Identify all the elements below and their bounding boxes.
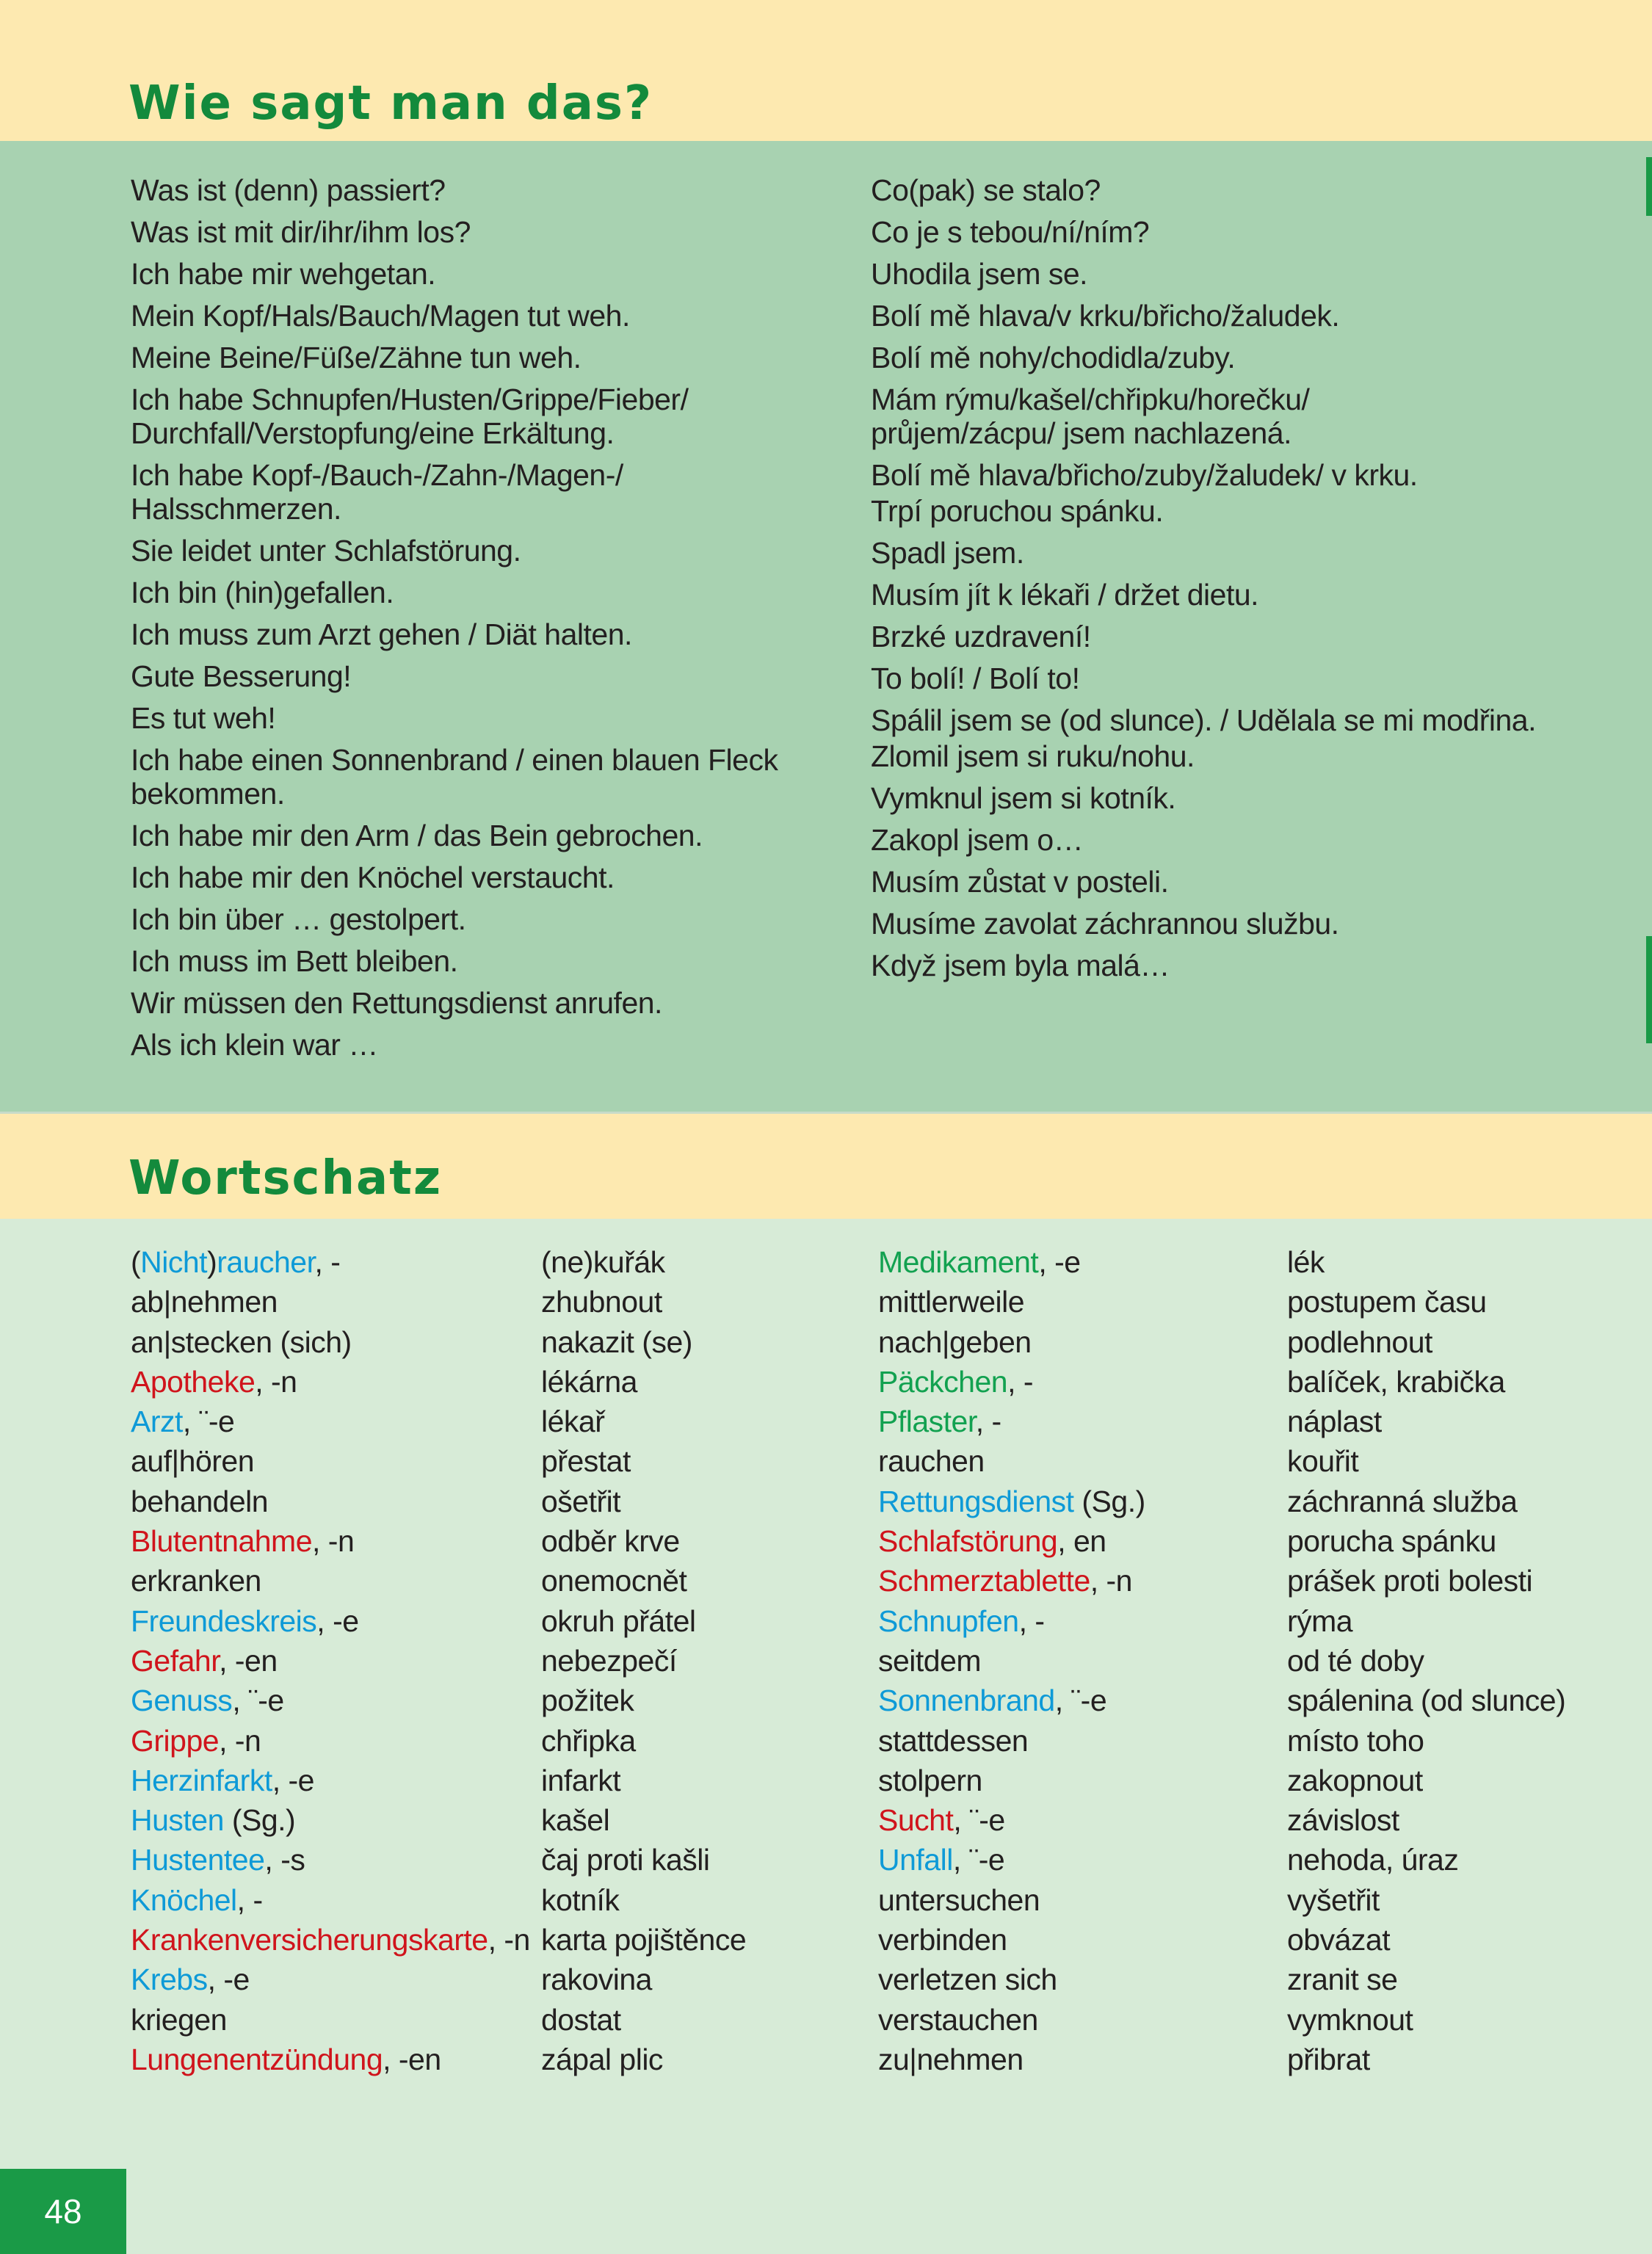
vocab-translation: lékař — [541, 1405, 605, 1439]
vocab-term — [131, 1800, 530, 1840]
vocab-term-part: verstauchen — [878, 2002, 1038, 2037]
vocab-term — [878, 1242, 1145, 1282]
german-phrases-column — [131, 170, 836, 1067]
phrase-line: Co(pak) se stalo? — [871, 173, 1101, 207]
vocab-term — [878, 1402, 1145, 1441]
vocab-translation: zápal plic — [541, 2042, 663, 2076]
vocab-term-part: Päckchen — [878, 1364, 1008, 1399]
vocab-term-part: Gefahr — [131, 1643, 220, 1678]
vocab-term-part: Schmerztablette — [878, 1564, 1090, 1598]
vocab-term-part: behandeln — [131, 1484, 269, 1518]
vocab-term-part: Blutentnahme — [131, 1524, 313, 1559]
phrase-line: Zlomil jsem si ruku/nohu. — [871, 739, 1195, 773]
edge-marker-bottom — [1646, 936, 1652, 1043]
edge-marker-top — [1646, 157, 1652, 216]
vocab-term — [878, 1561, 1145, 1601]
phrase-line: průjem/zácpu/ jsem nachlazená. — [871, 416, 1291, 450]
vocab-term-part: , -e — [1038, 1245, 1081, 1279]
vocab-german-right-column — [878, 1242, 1145, 2079]
vocab-term-part: , -e — [272, 1763, 314, 1797]
vocab-translation: odběr krve — [541, 1524, 680, 1559]
phrase-line: Was ist (denn) passiert? — [131, 173, 446, 207]
phrase-line: Vymknul jsem si kotník. — [871, 781, 1176, 815]
vocab-term — [131, 1681, 530, 1720]
vocab-term-part: Unfall — [878, 1843, 953, 1877]
vocab-translation: vymknout — [1287, 2002, 1413, 2037]
vocab-term-part: , - — [975, 1405, 1001, 1439]
vocab-term-part: , -n — [312, 1524, 355, 1559]
vocab-term-part: Genuss — [131, 1684, 233, 1718]
vocab-term — [131, 1641, 530, 1681]
vocab-term-part: , ¨-e — [952, 1843, 1005, 1877]
vocab-term-part: Husten — [131, 1803, 224, 1838]
vocab-translation: kašel — [541, 1803, 610, 1838]
vocab-translation: závislost — [1287, 1803, 1399, 1838]
phrase-line: Meine Beine/Füße/Zähne tun weh. — [131, 341, 582, 374]
vocab-term-part: Apotheke — [131, 1364, 256, 1399]
vocab-translation: spálenina (od slunce) — [1287, 1684, 1566, 1718]
vocab-term — [131, 1721, 530, 1761]
vocab-translation: od té doby — [1287, 1643, 1424, 1678]
vocab-term — [131, 1242, 530, 1282]
phrase-line: Ich bin (hin)gefallen. — [131, 576, 394, 609]
phrase-line: bekommen. — [131, 777, 285, 811]
vocab-term-part: verbinden — [878, 1923, 1007, 1957]
vocab-term-part: zu|nehmen — [878, 2042, 1024, 2076]
vocab-heading: Wortschatz — [128, 1151, 443, 1206]
phrase-line: Ich habe mir den Knöchel verstaucht. — [131, 860, 615, 894]
vocab-term-part: ( — [131, 1245, 141, 1279]
vocab-term-part: Knöchel — [131, 1882, 237, 1917]
vocab-term-part: (Sg.) — [223, 1803, 296, 1838]
vocab-term-part: nach|geben — [878, 1325, 1032, 1359]
vocab-term-part: Sucht — [878, 1803, 954, 1838]
vocab-term-part: Nicht — [140, 1245, 208, 1279]
vocab-term-part: , -e — [316, 1603, 359, 1638]
vocab-term-part: Arzt — [131, 1405, 183, 1439]
phrase-line: Sie leidet unter Schlafstörung. — [131, 534, 521, 568]
phrase-line: Ich habe mir wehgetan. — [131, 257, 436, 291]
vocab-translation: čaj proti kašli — [541, 1843, 710, 1877]
phrase-line: Musíme zavolat záchrannou službu. — [871, 907, 1339, 941]
phrase-line: Zakopl jsem o… — [871, 823, 1084, 857]
vocab-term-part: Herzinfarkt — [131, 1763, 272, 1797]
phrase-line: Was ist mit dir/ihr/ihm los? — [131, 215, 471, 249]
vocab-term-part: Medikament — [878, 1245, 1039, 1279]
phrase-line: Musím jít k lékaři / držet dietu. — [871, 578, 1259, 612]
vocab-term-part: Lungenentzündung — [131, 2042, 383, 2076]
vocab-term-part: , -n — [255, 1364, 297, 1399]
phrase-line: Co je s tebou/ní/ním? — [871, 215, 1150, 249]
vocab-term-part: Krankenversicherungskarte — [131, 1923, 488, 1957]
vocab-term-part: Pflaster — [878, 1405, 976, 1439]
vocab-term — [878, 1641, 1145, 1681]
phrase-line: Ich bin über … gestolpert. — [131, 902, 466, 936]
vocab-term — [131, 1322, 530, 1362]
vocab-translation: infarkt — [541, 1763, 621, 1797]
vocab-term-part: , - — [1018, 1603, 1045, 1638]
phrase-line: Ich muss im Bett bleiben. — [131, 944, 458, 978]
vocab-term-part: raucher — [217, 1245, 315, 1279]
vocab-term-part: Schnupfen — [878, 1603, 1019, 1638]
phrase-line: Ich habe mir den Arm / das Bein gebrochen. — [131, 819, 703, 852]
phrase-line: To bolí! / Bolí to! — [871, 662, 1080, 695]
vocab-term — [131, 1362, 530, 1402]
vocab-term — [878, 1920, 1145, 1960]
phrase-line: Uhodila jsem se. — [871, 257, 1088, 291]
vocab-translation: porucha spánku — [1287, 1524, 1496, 1559]
vocab-term-part: , ¨-e — [1054, 1684, 1107, 1718]
vocab-translation: rýma — [1287, 1603, 1353, 1638]
vocab-term — [131, 2040, 530, 2079]
vocab-term-part: (Sg.) — [1073, 1484, 1145, 1518]
vocab-term-part: , ¨-e — [232, 1684, 284, 1718]
phrase-line: Ich habe Schnupfen/Husten/Grippe/Fieber/ — [131, 383, 689, 416]
vocab-translation: rakovina — [541, 1963, 652, 1997]
vocab-term-part: mittlerweile — [878, 1285, 1025, 1319]
phrases-heading: Wie sagt man das? — [128, 76, 653, 131]
vocab-term-part: , -e — [207, 1963, 250, 1997]
vocab-term-part: , -en — [219, 1643, 278, 1678]
vocab-term — [131, 1561, 530, 1601]
vocab-term-part: Hustentee — [131, 1843, 265, 1877]
vocab-term — [878, 1800, 1145, 1840]
vocab-term — [131, 1761, 530, 1800]
vocab-term-part: erkranken — [131, 1564, 261, 1598]
vocab-term-part: , - — [1007, 1364, 1033, 1399]
vocab-translation: prášek proti bolesti — [1287, 1564, 1533, 1598]
vocab-term-part: , - — [236, 1882, 263, 1917]
vocab-term-part: , -n — [219, 1723, 261, 1758]
vocab-translation: přibrat — [1287, 2042, 1370, 2076]
vocab-czech-left-column — [541, 1242, 746, 2079]
phrase-line: Spálil jsem se (od slunce). / Udělala se mi modřina. — [871, 703, 1536, 737]
vocab-term — [878, 1441, 1145, 1481]
vocab-translation: kouřit — [1287, 1444, 1359, 1479]
vocab-term-part: Krebs — [131, 1963, 208, 1997]
vocab-term — [131, 1482, 530, 1521]
vocab-term-part: , -en — [383, 2042, 441, 2076]
vocab-term — [131, 1880, 530, 1920]
phrase-line: Ich habe einen Sonnenbrand / einen blauen Fleck — [131, 743, 778, 777]
vocab-term — [131, 1960, 530, 1999]
vocab-translation: (ne)kuřák — [541, 1245, 665, 1279]
vocab-translation: lék — [1287, 1245, 1325, 1279]
vocab-term-part: , - — [314, 1245, 341, 1279]
vocab-translation: místo toho — [1287, 1723, 1424, 1758]
vocab-translation: postupem času — [1287, 1285, 1487, 1319]
phrase-line: Halsschmerzen. — [131, 492, 341, 526]
vocab-translation: kotník — [541, 1882, 620, 1917]
vocab-term-part: , ¨-e — [182, 1405, 235, 1439]
vocab-term-part: , -n — [488, 1923, 530, 1957]
vocab-term — [131, 2000, 530, 2040]
phrase-line: Es tut weh! — [131, 701, 276, 735]
vocab-term — [878, 2000, 1145, 2040]
vocab-term-part: , ¨-e — [953, 1803, 1005, 1838]
phrase-line: Mám rýmu/kašel/chřipku/horečku/ — [871, 383, 1310, 416]
phrase-line: Gute Besserung! — [131, 659, 352, 693]
vocab-term-part: auf|hören — [131, 1444, 255, 1479]
vocab-term-part: ab|nehmen — [131, 1285, 278, 1319]
vocab-term — [878, 1601, 1145, 1641]
vocab-translation: požitek — [541, 1684, 634, 1718]
czech-phrases-column — [871, 170, 1576, 988]
vocab-term — [878, 1960, 1145, 1999]
vocab-term-part: Schlafstörung — [878, 1524, 1058, 1559]
vocab-translation: zranit se — [1287, 1963, 1398, 1997]
vocab-term-part: Grippe — [131, 1723, 220, 1758]
phrase-line: Ich muss zum Arzt gehen / Diät halten. — [131, 617, 632, 651]
vocab-term-part: Freundeskreis — [131, 1603, 317, 1638]
phrase-line: Brzké uzdravení! — [871, 620, 1091, 653]
vocab-term — [878, 1681, 1145, 1720]
vocab-czech-right-column — [1287, 1242, 1565, 2079]
vocab-term-part: Sonnenbrand — [878, 1684, 1055, 1718]
vocab-translation: obvázat — [1287, 1923, 1391, 1957]
vocab-translation: zakopnout — [1287, 1763, 1423, 1797]
vocab-term — [131, 1282, 530, 1322]
vocab-translation: karta pojištěnce — [541, 1923, 747, 1957]
vocab-term-part: Rettungsdienst — [878, 1484, 1074, 1518]
phrase-line: Ich habe Kopf-/Bauch-/Zahn-/Magen-/ — [131, 458, 623, 492]
vocab-translation: náplast — [1287, 1405, 1382, 1439]
vocab-translation: nakazit (se) — [541, 1325, 692, 1359]
phrase-line: Musím zůstat v posteli. — [871, 865, 1169, 899]
vocab-term-part: an|stecken (sich) — [131, 1325, 352, 1359]
vocab-term — [878, 1362, 1145, 1402]
vocab-translation: záchranná služba — [1287, 1484, 1518, 1518]
vocab-translation: nebezpečí — [541, 1643, 677, 1678]
vocab-translation: okruh přátel — [541, 1603, 696, 1638]
vocab-translation: nehoda, úraz — [1287, 1843, 1459, 1877]
vocab-german-left-column — [131, 1242, 530, 2079]
panel-divider — [0, 1112, 1652, 1114]
vocab-term-part: kriegen — [131, 2002, 227, 2037]
phrase-line: Durchfall/Verstopfung/eine Erkältung. — [131, 416, 615, 450]
vocab-term-part: rauchen — [878, 1444, 985, 1479]
vocab-term-part: untersuchen — [878, 1882, 1040, 1917]
vocab-term — [131, 1920, 530, 1960]
vocab-term — [131, 1601, 530, 1641]
vocab-term-part: , en — [1057, 1524, 1106, 1559]
vocab-term — [878, 1880, 1145, 1920]
vocab-translation: balíček, krabička — [1287, 1364, 1505, 1399]
vocab-term-part: verletzen sich — [878, 1963, 1057, 1997]
phrase-line: Bolí mě nohy/chodidla/zuby. — [871, 341, 1236, 374]
vocab-term — [131, 1441, 530, 1481]
vocab-translation: podlehnout — [1287, 1325, 1432, 1359]
phrase-line: Trpí poruchou spánku. — [871, 494, 1164, 528]
vocab-translation: ošetřit — [541, 1484, 621, 1518]
vocab-term — [878, 1840, 1145, 1880]
vocab-term-part: , -n — [1090, 1564, 1132, 1598]
phrase-line: Spadl jsem. — [871, 536, 1024, 570]
phrase-line: Wir müssen den Rettungsdienst anrufen. — [131, 986, 662, 1020]
vocab-translation: lékárna — [541, 1364, 637, 1399]
phrase-line: Als ich klein war … — [131, 1028, 378, 1062]
vocab-term — [131, 1521, 530, 1561]
phrase-line: Bolí mě hlava/břicho/zuby/žaludek/ v krku. — [871, 458, 1418, 492]
vocab-term — [878, 1282, 1145, 1322]
vocab-term — [878, 1521, 1145, 1561]
vocab-translation: onemocnět — [541, 1564, 687, 1598]
phrase-line: Mein Kopf/Hals/Bauch/Magen tut weh. — [131, 299, 630, 333]
vocab-term-part: stattdessen — [878, 1723, 1029, 1758]
vocab-translation: zhubnout — [541, 1285, 662, 1319]
vocab-translation: přestat — [541, 1444, 631, 1479]
vocab-term — [131, 1402, 530, 1441]
vocab-term — [878, 1721, 1145, 1761]
page-number: 48 — [0, 2169, 126, 2254]
vocab-term — [878, 2040, 1145, 2079]
vocab-term — [878, 1761, 1145, 1800]
vocab-term-part: stolpern — [878, 1763, 982, 1797]
vocab-translation: chřipka — [541, 1723, 636, 1758]
vocab-term-part: seitdem — [878, 1643, 982, 1678]
vocab-term — [131, 1840, 530, 1880]
phrase-line: Když jsem byla malá… — [871, 949, 1170, 982]
vocab-term-part: ) — [207, 1245, 217, 1279]
vocab-term-part: , -s — [264, 1843, 305, 1877]
phrase-line: Bolí mě hlava/v krku/břicho/žaludek. — [871, 299, 1340, 333]
vocab-translation: dostat — [541, 2002, 621, 2037]
vocab-translation: vyšetřit — [1287, 1882, 1380, 1917]
vocab-term — [878, 1482, 1145, 1521]
vocab-term — [878, 1322, 1145, 1362]
